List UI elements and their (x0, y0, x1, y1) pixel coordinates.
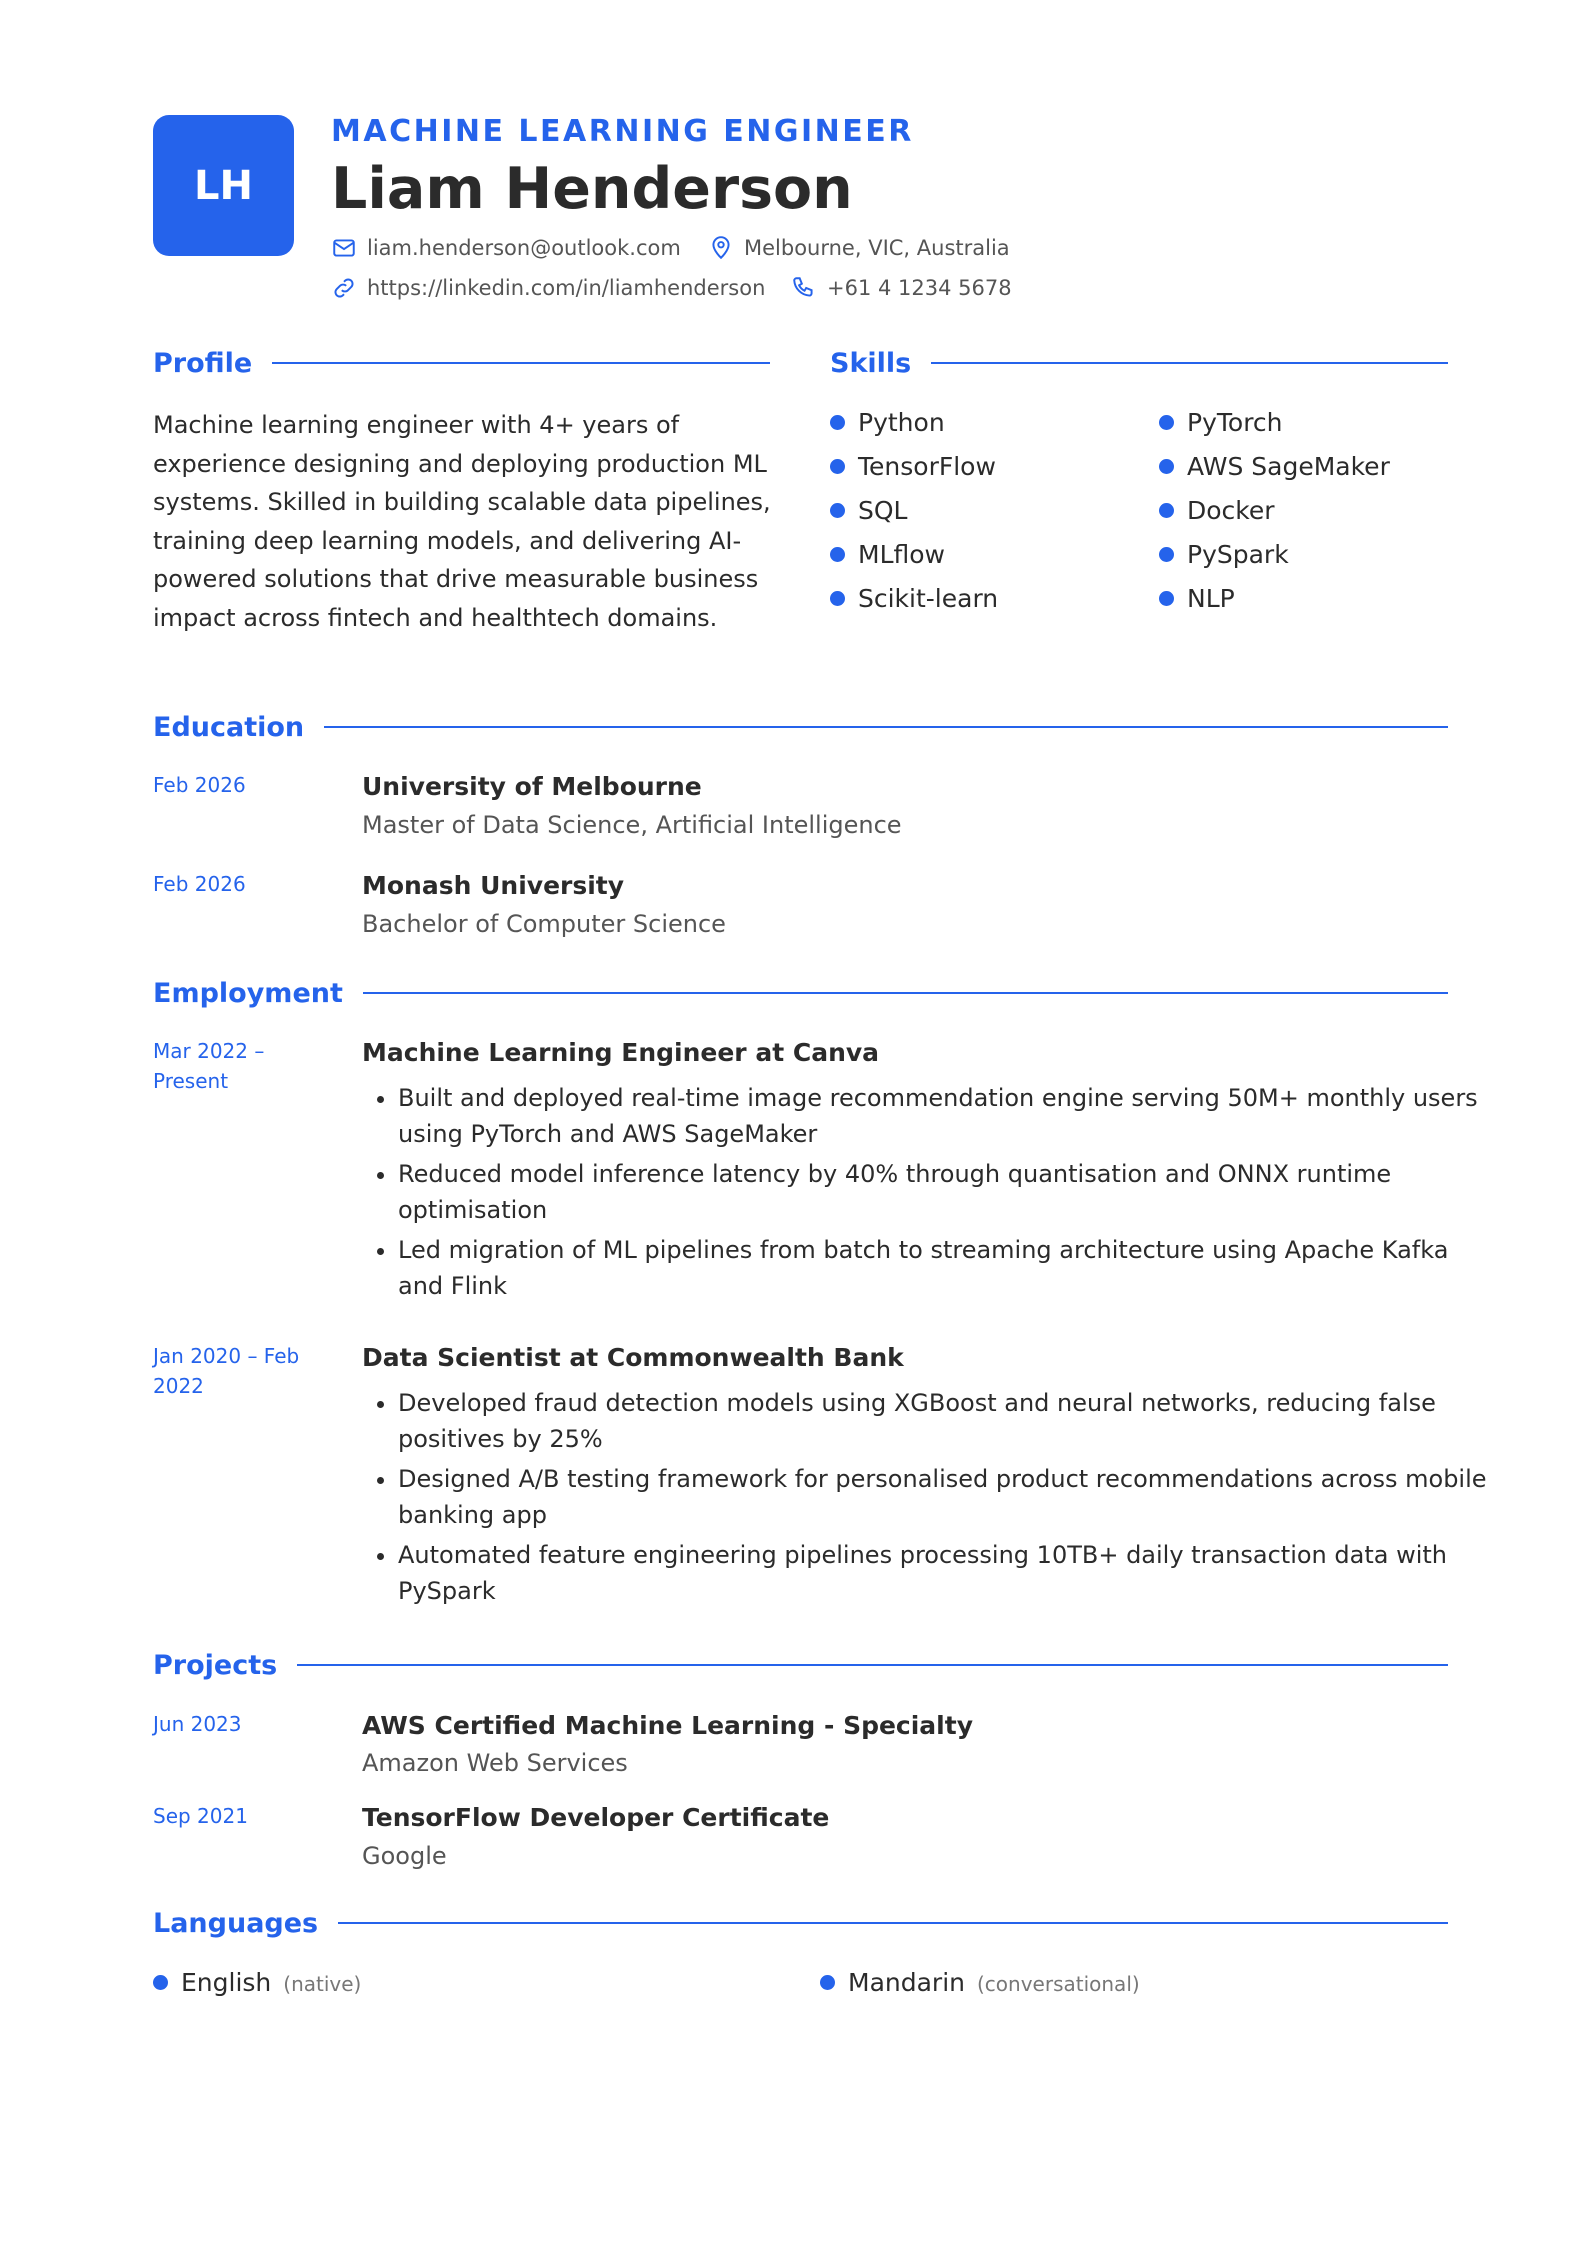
candidate-name: Liam Henderson (331, 156, 853, 222)
bullet-dot (1159, 591, 1174, 606)
project-org: Amazon Web Services (362, 1749, 628, 1777)
avatar (153, 115, 294, 256)
skill-item (1159, 584, 1235, 613)
projects-heading-text: Projects (153, 1649, 278, 1681)
skill-label: SQL (858, 496, 908, 525)
profile-summary: Machine learning engineer with 4+ years of experience designing and deploying production ML systems. Skilled in building scalable data pipelines, training deep learning models, and delivering AI-powered solutions that drive measurable business impact across fintech and healthtech domains. (153, 411, 771, 632)
skill-item (830, 584, 998, 613)
education-school: Monash University (362, 871, 625, 900)
bullet-dot (830, 591, 845, 606)
employment-title: Data Scientist at Commonwealth Bank (362, 1343, 904, 1372)
project-date: Sep 2021 (153, 1804, 248, 1828)
language-name: Mandarin (848, 1968, 965, 1997)
employment-heading (153, 976, 1448, 1010)
skills-divider (931, 362, 1448, 364)
skill-item (830, 408, 945, 437)
skill-label: Docker (1187, 496, 1275, 525)
phone-text: +61 4 1234 5678 (827, 276, 1012, 300)
skill-label: Python (858, 408, 945, 437)
bullet-item: • Designed A/B testing framework for personalised product recommendations across mobile banking app (398, 1461, 1488, 1533)
contact-email[interactable] (331, 235, 681, 261)
linkedin-text: https://linkedin.com/in/liamhenderson (367, 276, 766, 300)
language-level: (conversational) (977, 1972, 1140, 1996)
education-date: Feb 2026 (153, 872, 246, 896)
contact-phone[interactable] (791, 275, 1012, 301)
skill-item (830, 452, 996, 481)
education-divider (324, 726, 1448, 728)
bullet-dot (1159, 547, 1174, 562)
projects-heading (153, 1648, 1448, 1682)
languages-heading-text: Languages (153, 1907, 319, 1939)
project-date: Jun 2023 (153, 1712, 242, 1736)
education-school: University of Melbourne (362, 772, 702, 801)
location-text: Melbourne, VIC, Australia (744, 236, 1010, 260)
bullet-dot (830, 547, 845, 562)
education-degree: Bachelor of Computer Science (362, 910, 726, 938)
skill-item (1159, 496, 1275, 525)
bullet-item: • Reduced model inference latency by 40% through quantisation and ONNX runtime optimisation (398, 1156, 1488, 1228)
skill-item (830, 540, 945, 569)
skill-item (1159, 452, 1390, 481)
employment-date: Mar 2022 – Present (153, 1039, 265, 1093)
employment-bullets (362, 1385, 1488, 1613)
profile-heading (153, 346, 770, 380)
project-title: TensorFlow Developer Certificate (362, 1803, 830, 1832)
projects-divider (297, 1664, 1448, 1666)
employment-heading-text: Employment (153, 977, 343, 1009)
skill-label: PySpark (1187, 540, 1289, 569)
language-item (820, 1968, 1140, 1997)
profile-divider (272, 362, 770, 364)
employment-date: Jan 2020 – Feb 2022 (153, 1344, 300, 1398)
bullet-dot (1159, 503, 1174, 518)
skill-label: AWS SageMaker (1187, 452, 1390, 481)
bullet-dot (153, 1975, 168, 1990)
skill-label: MLflow (858, 540, 945, 569)
skill-label: Scikit-learn (858, 584, 999, 613)
profile-heading-text: Profile (153, 347, 253, 379)
employment-title: Machine Learning Engineer at Canva (362, 1038, 880, 1067)
email-text: liam.henderson@outlook.com (367, 236, 681, 260)
bullet-dot (830, 415, 845, 430)
language-level: (native) (283, 1972, 362, 1996)
languages-divider (338, 1922, 1448, 1924)
education-heading-text: Education (153, 711, 305, 743)
skills-heading (830, 346, 1448, 380)
bullet-item: • Automated feature engineering pipelines processing 10TB+ daily transaction data with PySpark (398, 1537, 1488, 1609)
link-icon (331, 275, 357, 301)
skill-label: PyTorch (1187, 408, 1283, 437)
bullet-dot (830, 503, 845, 518)
languages-heading (153, 1906, 1448, 1940)
bullet-dot (820, 1975, 835, 1990)
skill-item (1159, 540, 1289, 569)
bullet-dot (1159, 415, 1174, 430)
mail-icon (331, 235, 357, 261)
bullet-item: • Built and deployed real-time image recommendation engine serving 50M+ monthly users using PyTorch and AWS SageMaker (398, 1080, 1488, 1152)
bullet-dot (1159, 459, 1174, 474)
skill-item (1159, 408, 1283, 437)
employment-bullets (362, 1080, 1488, 1308)
skill-label: NLP (1187, 584, 1235, 613)
education-heading (153, 710, 1448, 744)
education-date: Feb 2026 (153, 773, 246, 797)
contact-linkedin[interactable] (331, 275, 765, 301)
bullet-dot (830, 459, 845, 474)
employment-divider (363, 992, 1448, 994)
project-org: Google (362, 1842, 447, 1870)
job-title: MACHINE LEARNING ENGINEER (331, 114, 914, 149)
bullet-item: • Developed fraud detection models using XGBoost and neural networks, reducing false positives by 25% (398, 1385, 1488, 1457)
skills-heading-text: Skills (830, 347, 912, 379)
contact-location (708, 235, 1010, 261)
phone-icon (791, 275, 817, 301)
bullet-item: • Led migration of ML pipelines from batch to streaming architecture using Apache Kafka and Flink (398, 1232, 1488, 1304)
skill-label: TensorFlow (858, 452, 996, 481)
project-title: AWS Certified Machine Learning - Specialty (362, 1711, 973, 1740)
language-name: English (181, 1968, 272, 1997)
avatar-initials: LH (194, 162, 253, 209)
education-degree: Master of Data Science, Artificial Intelligence (362, 811, 902, 839)
language-item (153, 1968, 361, 1997)
skill-item (830, 496, 907, 525)
location-pin-icon (708, 235, 734, 261)
